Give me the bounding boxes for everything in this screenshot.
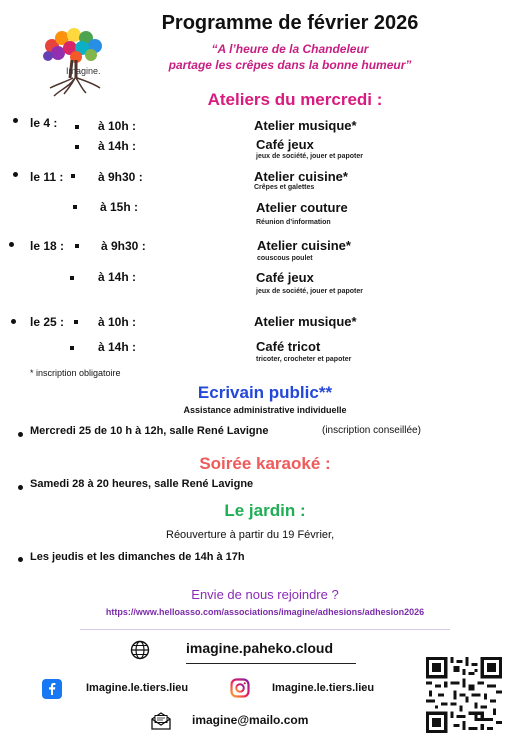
website-underline: [186, 663, 356, 664]
ecrivain-item: Mercredi 25 de 10 h à 12h, salle René Lavigne: [30, 425, 269, 437]
time-label: à 9h30 :: [101, 239, 146, 253]
instagram-icon[interactable]: [230, 678, 250, 698]
activity-detail: tricoter, crocheter et papoter: [256, 356, 352, 363]
day-label: le 4 :: [30, 116, 58, 130]
globe-icon: [130, 640, 150, 660]
facebook-link[interactable]: Imagine.le.tiers.lieu: [86, 682, 189, 694]
bullet-square: [74, 320, 78, 324]
activity-label: Atelier musique*: [254, 314, 357, 329]
day-label: le 25 :: [30, 315, 65, 329]
activity-label: Atelier musique*: [254, 118, 357, 133]
email-icon: [150, 711, 172, 731]
bullet-square: [75, 244, 79, 248]
activity-detail: couscous poulet: [257, 255, 313, 262]
jardin-line-2: Les jeudis et les dimanches de 14h à 17h: [30, 551, 245, 563]
time-label: à 14h :: [98, 340, 137, 354]
karaoke-item: Samedi 28 à 20 heures, salle René Lavigne: [30, 478, 254, 490]
ecrivain-subtitle: Assistance administrative individuelle: [183, 405, 347, 415]
quote-line-2: partage les crêpes dans la bonne humeur”: [168, 58, 412, 72]
bullet-square: [73, 205, 77, 209]
time-label: à 14h :: [98, 270, 137, 284]
bullet-dot: [18, 432, 23, 437]
day-label: le 11 :: [30, 170, 64, 184]
bullet-square: [70, 346, 74, 350]
website-link[interactable]: imagine.paheko.cloud: [186, 640, 334, 656]
imagine-logo: [30, 26, 122, 100]
time-label: à 10h :: [98, 315, 137, 329]
bullet-dot: [11, 319, 16, 324]
bullet-dot: [18, 557, 23, 562]
activity-label: Café tricot: [256, 339, 321, 354]
time-label: à 10h :: [98, 119, 137, 133]
activity-label: Café jeux: [256, 137, 314, 152]
activity-label: Atelier cuisine*: [257, 238, 351, 253]
instagram-link[interactable]: Imagine.le.tiers.lieu: [272, 682, 375, 694]
bullet-square: [75, 145, 79, 149]
bullet-dot: [18, 485, 23, 490]
footnote: * inscription obligatoire: [30, 368, 121, 378]
facebook-icon[interactable]: [42, 679, 62, 699]
divider: [80, 629, 450, 630]
quote-line-1: “A l’heure de la Chandeleur: [211, 42, 369, 56]
ecrivain-title: Ecrivain public**: [197, 383, 333, 402]
activity-detail: Réunion d’information: [256, 219, 331, 226]
bullet-square: [71, 174, 75, 178]
activity-label: Atelier couture: [256, 200, 348, 215]
join-text: Envie de nous rejoindre ?: [191, 587, 339, 602]
time-label: à 14h :: [98, 139, 137, 153]
jardin-line-1: Réouverture à partir du 19 Février,: [166, 529, 335, 541]
logo-wordmark: Imagine.: [66, 66, 101, 76]
ateliers-title: Ateliers du mercredi :: [207, 90, 383, 109]
jardin-title: Le jardin :: [224, 501, 306, 520]
activity-detail: jeux de société, jouer et papoter: [256, 288, 363, 295]
time-label: à 15h :: [100, 200, 139, 214]
bullet-square: [75, 125, 79, 129]
bullet-square: [70, 276, 74, 280]
bullet-dot: [13, 118, 18, 123]
activity-label: Atelier cuisine*: [254, 169, 348, 184]
email-link[interactable]: imagine@mailo.com: [192, 713, 309, 727]
qr-code: [426, 657, 502, 733]
activity-detail: jeux de société, jouer et papoter: [256, 153, 363, 160]
karaoke-title: Soirée karaoké :: [199, 454, 331, 473]
bullet-dot: [9, 242, 14, 247]
activity-label: Café jeux: [256, 270, 314, 285]
page-title: Programme de février 2026: [161, 12, 419, 34]
time-label: à 9h30 :: [98, 170, 143, 184]
day-label: le 18 :: [30, 239, 65, 253]
ecrivain-note: (inscription conseillée): [322, 425, 421, 436]
activity-detail: Crêpes et galettes: [254, 184, 315, 191]
bullet-dot: [13, 172, 18, 177]
join-url-link[interactable]: https://www.helloasso.com/associations/imagine/adhesions/adhesion2026: [105, 607, 425, 617]
